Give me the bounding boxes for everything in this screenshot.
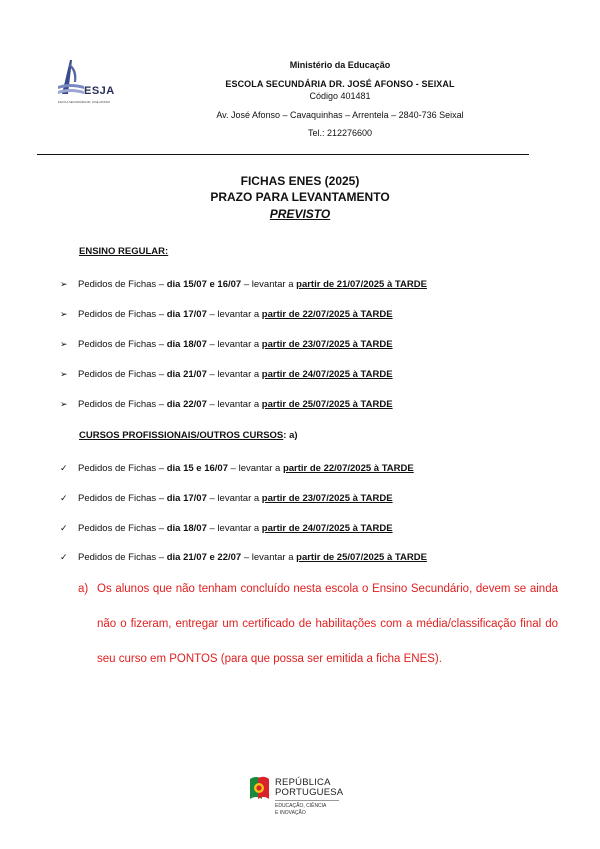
republic-line2: PORTUGUESA [275,787,344,798]
section-heading-regular [79,246,168,257]
section-heading-professional [79,430,298,441]
school-logo [56,56,118,106]
school-emblem-icon [56,56,86,96]
list-item: ➢ Pedidos de Fichas – dia 21/07 – levantar a partir de 24/07/2025 à TARDE [60,369,393,380]
section-heading-professional-text: CURSOS PROFISSIONAIS/OUTROS CURSOS [79,430,284,441]
doc-subtitle: PRAZO PARA LEVANTAMENTO [210,190,390,204]
list-item: ➢ Pedidos de Fichas – dia 17/07 – levantar a partir de 22/07/2025 à TARDE [60,309,393,320]
checkmark-bullet-icon: ✓ [60,463,68,473]
checkmark-bullet-icon: ✓ [60,552,68,562]
arrowhead-bullet-icon: ➢ [60,309,68,319]
list-item: ➢ Pedidos de Fichas – dia 15/07 e 16/07 – levantar a partir de 21/07/2025 à TARDE [60,279,427,290]
republic-line1: REPÚBLICA [275,777,331,788]
school-code: Código 401481 [309,91,371,101]
school-name: ESCOLA SECUNDÁRIA DR. JOSÉ AFONSO - SEIXAL [225,79,455,89]
ministry-footer-line2: E INOVAÇÃO [275,810,306,816]
doc-provisional-label: PREVISTO [269,207,331,221]
list-item: ✓ Pedidos de Fichas – dia 15 e 16/07 – levantar a partir de 22/07/2025 à TARDE [60,463,414,474]
list-item: ✓ Pedidos de Fichas – dia 21/07 e 22/07 – levantar a partir de 25/07/2025 à TARDE [60,552,427,563]
arrowhead-bullet-icon: ➢ [60,369,68,379]
section-heading-professional-suffix: : a) [283,430,298,441]
school-address: Av. José Afonso – Cavaquinhas – Arrentela – 2840-736 Seixal [216,110,464,120]
footnote-a [78,572,558,677]
arrowhead-bullet-icon: ➢ [60,399,68,409]
republic-logo [248,775,358,825]
ministry-footer-line1: EDUCAÇÃO, CIÊNCIA [275,803,327,809]
footer-divider [275,800,339,801]
checkmark-bullet-icon: ✓ [60,493,68,503]
list-item: ➢ Pedidos de Fichas – dia 22/07 – levantar a partir de 25/07/2025 à TARDE [60,399,393,410]
school-logo-text: ESJA [84,85,115,97]
list-item: ➢ Pedidos de Fichas – dia 18/07 – levantar a partir de 23/07/2025 à TARDE [60,339,393,350]
section-heading-regular-text: ENSINO REGULAR: [79,246,169,257]
list-item: ✓ Pedidos de Fichas – dia 18/07 – levantar a partir de 24/07/2025 à TARDE [60,523,393,534]
ministry-name: Ministério da Educação [289,60,391,70]
list-item: ✓ Pedidos de Fichas – dia 17/07 – levantar a partir de 23/07/2025 à TARDE [60,493,393,504]
footnote-marker: a) [78,583,89,595]
doc-title: FICHAS ENES (2025) [240,174,360,188]
arrowhead-bullet-icon: ➢ [60,339,68,349]
header-divider [37,154,529,155]
footnote-text: Os alunos que não tenham concluído nesta escola o Ensino Secundário, devem se ainda não o fizeram, entregar um certificado de habilitações com a média/classificação final do seu curso em PONTOS (para que possa ser emitida a ficha ENES). [97,583,558,665]
school-logo-tagline: ESCOLA SECUNDÁRIA DR. JOSÉ AFONSO [58,101,111,104]
school-phone: Tel.: 212276600 [307,128,373,138]
arrowhead-bullet-icon: ➢ [60,279,68,289]
portugal-emblem-icon [248,775,270,801]
checkmark-bullet-icon: ✓ [60,523,68,533]
